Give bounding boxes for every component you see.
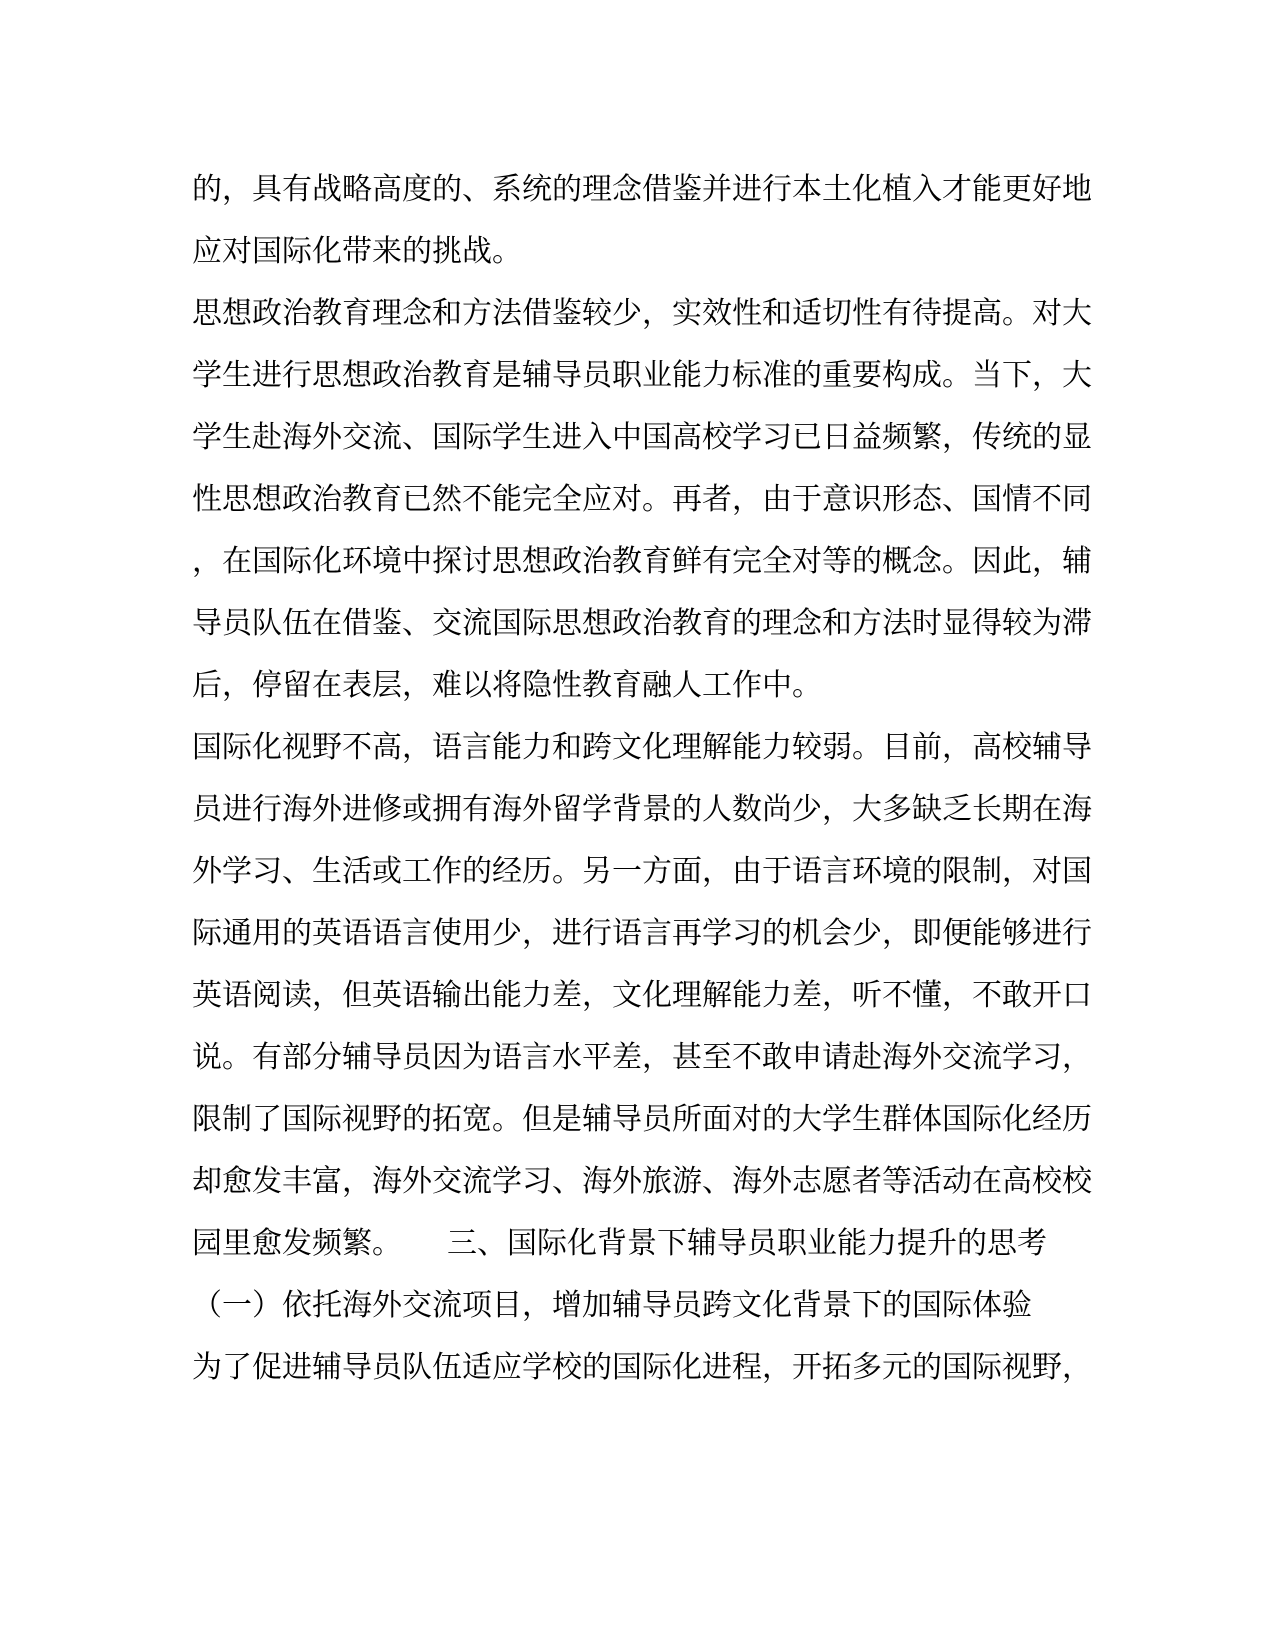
text-line: 国际化视野不高，语言能力和跨文化理解能力较弱。目前，高校辅导 [192,730,1092,765]
text-line: 却愈发丰富，海外交流学习、海外旅游、海外志愿者等活动在高校校 [192,1164,1092,1199]
text-line: 导员队伍在借鉴、交流国际思想政治教育的理念和方法时显得较为滞 [192,606,1092,641]
text-line: 园里愈发频繁。 三、国际化背景下辅导员职业能力提升的思考 [192,1226,1047,1261]
text-line: 说。有部分辅导员因为语言水平差，甚至不敢申请赴海外交流学习， [192,1040,1092,1075]
text-line: ，在国际化环境中探讨思想政治教育鲜有完全对等的概念。因此，辅 [192,544,1092,579]
text-line: 为了促进辅导员队伍适应学校的国际化进程，开拓多元的国际视野， [192,1350,1092,1385]
text-line: 限制了国际视野的拓宽。但是辅导员所面对的大学生群体国际化经历 [192,1102,1092,1137]
text-line: 性思想政治教育已然不能完全应对。再者，由于意识形态、国情不同 [192,482,1092,517]
text-line: 英语阅读，但英语输出能力差，文化理解能力差，听不懂，不敢开口 [192,978,1092,1013]
text-line: 外学习、生活或工作的经历。另一方面，由于语言环境的限制，对国 [192,854,1092,889]
text-line: 应对国际化带来的挑战。 [192,234,522,269]
text-line: 后，停留在表层，难以将隐性教育融人工作中。 [192,668,822,703]
text-line: 员进行海外进修或拥有海外留学背景的人数尚少，大多缺乏长期在海 [192,792,1092,827]
text-line: （一）依托海外交流项目，增加辅导员跨文化背景下的国际体验 [192,1288,1032,1323]
text-line: 的，具有战略高度的、系统的理念借鉴并进行本土化植入才能更好地 [192,172,1092,207]
text-line: 学生进行思想政治教育是辅导员职业能力标准的重要构成。当下，大 [192,358,1092,393]
text-line: 学生赴海外交流、国际学生进入中国高校学习已日益频繁，传统的显 [192,420,1092,455]
text-line: 际通用的英语语言使用少，进行语言再学习的机会少，即便能够进行 [192,916,1092,951]
text-line: 思想政治教育理念和方法借鉴较少，实效性和适切性有待提高。对大 [192,296,1092,331]
